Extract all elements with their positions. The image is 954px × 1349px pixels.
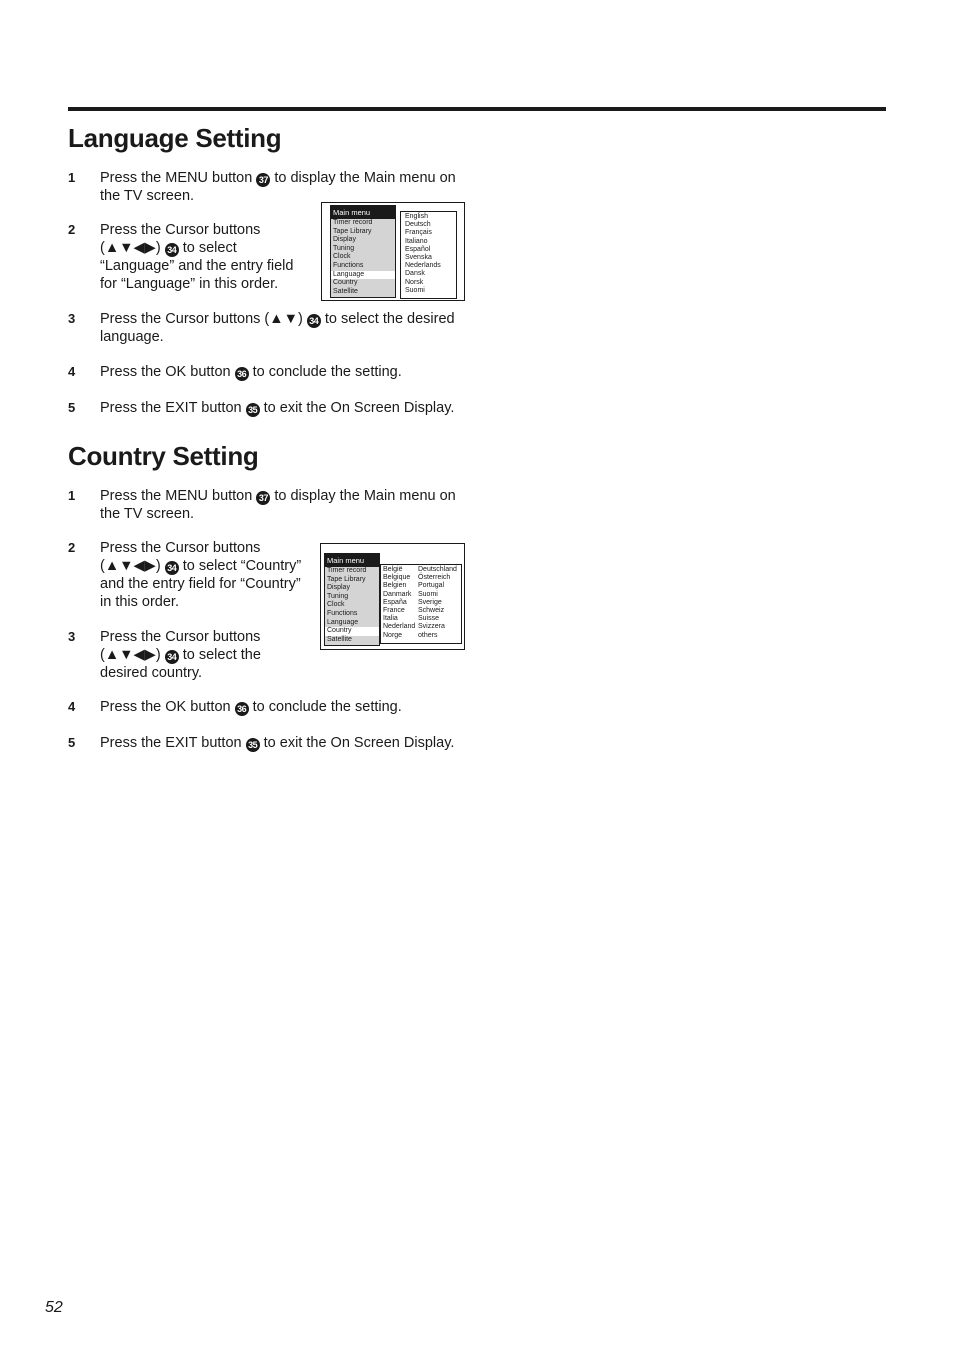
step-number: 5	[68, 735, 76, 750]
button-reference-badge: 36	[235, 702, 249, 716]
button-reference-badge: 37	[256, 173, 270, 187]
step-text-post: to select the desired language.	[100, 311, 455, 345]
osd-menu-item: Timer record	[333, 219, 373, 226]
step-text-pre: Press the MENU button	[100, 170, 257, 186]
button-reference-badge: 35	[246, 738, 260, 752]
step-text	[100, 221, 305, 293]
osd-language-option: Nederlands	[405, 262, 441, 270]
osd-country-option: Portugal	[418, 582, 445, 590]
button-reference-badge: 36	[235, 367, 249, 381]
osd-language-option: Italiano	[405, 237, 428, 245]
osd-country-option: Schweiz	[418, 607, 445, 615]
language-osd-menu-title: Main menu	[331, 206, 395, 219]
osd-menu-item: Country	[333, 279, 358, 287]
country-osd-main-menu	[324, 553, 380, 646]
step-number: 2	[68, 540, 76, 555]
osd-menu-item: Clock	[327, 601, 345, 609]
osd-country-option: Suisse	[418, 615, 440, 623]
country-section-title: Country Setting	[68, 441, 259, 471]
step-number: 3	[68, 629, 76, 644]
step-text-pre: Press the OK button	[100, 364, 235, 380]
step-text	[100, 169, 462, 205]
osd-menu-item: Tape Library	[333, 227, 372, 235]
osd-country-option: België	[383, 566, 403, 573]
step-text-pre: Press the OK button	[100, 699, 235, 715]
osd-country-option: Belgique	[383, 574, 411, 582]
step-text	[100, 698, 462, 716]
step-text-post: to conclude the setting.	[248, 699, 402, 715]
step-number: 3	[68, 311, 76, 326]
osd-language-option: English	[405, 213, 428, 220]
step-text-pre: Press the Cursor buttons (▲▼)	[100, 311, 307, 327]
osd-menu-item: Tuning	[327, 592, 349, 600]
button-reference-badge: 34	[307, 314, 321, 328]
country-osd-menu-title: Main menu	[325, 554, 379, 567]
step-text	[100, 539, 312, 611]
step-text-pre: Press the Cursor buttons (▲▼◀▶)	[100, 629, 261, 663]
osd-menu-item: Display	[333, 236, 356, 244]
step-text-pre: Press the Cursor buttons (▲▼◀▶)	[100, 222, 261, 256]
step-text-post: to select “Language” and the entry field for “Language” in this order.	[100, 240, 294, 292]
page-number: 52	[45, 1299, 63, 1316]
step-number: 4	[68, 699, 76, 714]
osd-menu-item: Functions	[333, 261, 364, 269]
step-text	[100, 487, 462, 523]
language-osd-main-menu	[330, 205, 396, 298]
step-number: 5	[68, 400, 76, 415]
step-text-pre: Press the EXIT button	[100, 400, 246, 416]
language-section-title: Language Setting	[68, 123, 282, 153]
country-osd-options	[380, 564, 462, 644]
step-text-post: to select “Country” and the entry field for “Country” in this order.	[100, 558, 302, 610]
button-reference-badge: 34	[165, 243, 179, 257]
osd-country-option: Deutschland	[418, 566, 457, 573]
osd-menu-item: Satellite	[327, 635, 352, 643]
step-text-pre: Press the EXIT button	[100, 735, 246, 751]
language-osd-options	[400, 211, 457, 299]
step-text-pre: Press the MENU button	[100, 488, 257, 504]
osd-country-option: Norge	[383, 631, 403, 639]
osd-country-option: Danmark	[383, 590, 412, 598]
button-reference-badge: 34	[165, 650, 179, 664]
osd-menu-item: Country	[325, 627, 379, 636]
osd-menu-item: Tape Library	[327, 575, 366, 583]
step-text-post: to display the Main menu on the TV screen.	[100, 170, 456, 204]
step-text-post: to conclude the setting.	[248, 364, 402, 380]
osd-language-option: Dansk	[405, 270, 425, 278]
step-text-pre: Press the Cursor buttons (▲▼◀▶)	[100, 540, 261, 574]
osd-country-option: Suomi	[418, 590, 438, 598]
osd-menu-item: Language	[331, 271, 395, 280]
osd-menu-item: Timer record	[327, 567, 367, 574]
header-rule	[68, 107, 886, 111]
osd-language-option: Español	[405, 245, 431, 253]
osd-country-option: Nederland	[383, 623, 416, 631]
button-reference-badge: 34	[165, 561, 179, 575]
osd-menu-item: Functions	[327, 609, 358, 617]
osd-language-option: Français	[405, 229, 432, 237]
step-number: 1	[68, 488, 76, 503]
osd-country-option: others	[418, 631, 438, 639]
osd-language-option: Norsk	[405, 278, 424, 286]
osd-menu-item: Clock	[333, 253, 351, 261]
country-osd-screen	[320, 543, 465, 650]
step-number: 1	[68, 170, 76, 185]
osd-country-option: Svizzera	[418, 623, 445, 631]
button-reference-badge: 35	[246, 403, 260, 417]
osd-language-option: Suomi	[405, 286, 425, 294]
osd-menu-item: Language	[327, 618, 359, 626]
osd-language-option: Deutsch	[405, 221, 431, 229]
osd-country-option: France	[383, 607, 405, 615]
step-text-post: to exit the On Screen Display.	[259, 735, 455, 751]
osd-country-option: Belgien	[383, 582, 407, 590]
osd-menu-item: Tuning	[333, 244, 355, 252]
step-text	[100, 310, 462, 346]
language-osd-screen	[321, 202, 465, 301]
step-number: 4	[68, 364, 76, 379]
osd-menu-item: Satellite	[333, 287, 358, 295]
osd-country-option: Sverige	[418, 598, 442, 606]
step-text-post: to exit the On Screen Display.	[259, 400, 455, 416]
step-text	[100, 399, 462, 417]
osd-language-option: Svenska	[405, 254, 432, 262]
osd-country-option: España	[383, 598, 407, 606]
step-text-post: to display the Main menu on the TV screen.	[100, 488, 456, 522]
step-text-post: to select the desired country.	[100, 647, 261, 681]
button-reference-badge: 37	[256, 491, 270, 505]
step-text	[100, 734, 462, 752]
step-text	[100, 628, 312, 682]
step-text	[100, 363, 462, 381]
osd-country-option: Österreich	[418, 574, 451, 582]
step-number: 2	[68, 222, 76, 237]
osd-country-option: Italia	[383, 615, 398, 623]
osd-menu-item: Display	[327, 584, 350, 592]
